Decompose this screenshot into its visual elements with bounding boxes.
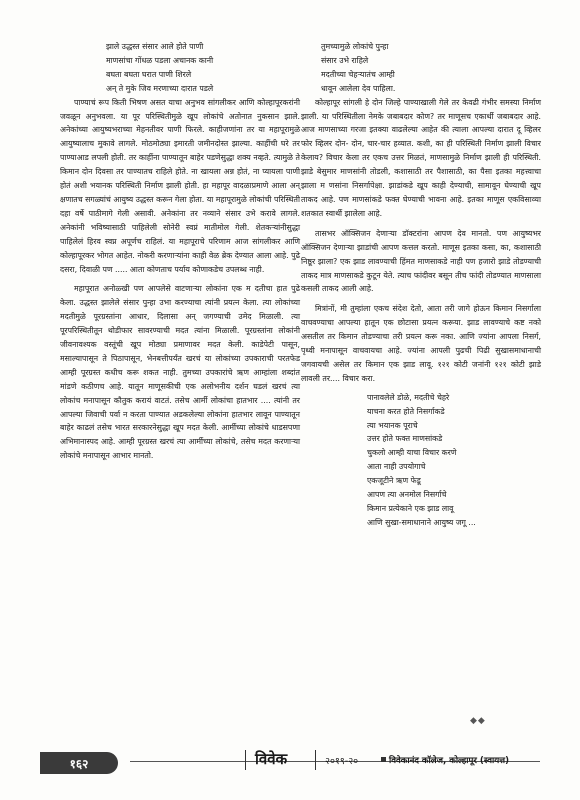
footer-college-name: विवेकानंद कॉलेज, कोल्हापूर (स्वायत्त) bbox=[389, 756, 510, 766]
poem-line: संसार उभे राहिले bbox=[321, 55, 369, 65]
poem-line: त्या भयानक पूराचे bbox=[367, 420, 418, 430]
body-paragraph: मित्रांनों, मी तुम्हांला एकच संदेश देतो, आता तरी जागे होऊन किमान निसर्गाला वाचवण्याचा आपल्या हातून एक छोटासा प्रयत्न करूया. झाड लावण्याचे कष्ट नको असतील तर किमान तोडण्याचा तरी प्रयत्न करू नका. आणि ज्यांना आपला निसर्ग, पृथ्वी मनापासून वाचवायचा आहे. ज्यांना आपली पुढची पिढी सुखासमाधानाची जगवायची असेल तर किमान एक झाड लावू. १२१ कोटी जनांनी १२१ कोटी झाडे लावली तर.... विचार करा. bbox=[301, 304, 541, 383]
magazine-logo: विवेक bbox=[255, 750, 288, 768]
poem-line: किमान प्रत्येकाने एक झाड लावू bbox=[367, 504, 454, 513]
body-paragraph: कोल्हापूर सांगली हे दोन जिल्हे पाण्याखाली गेले तर केवढी गंभीर समस्या निर्माण झाली. या परिस्थितीला नेमके जबाबदार कोण? तर माणूसच एकार्थी जबाबदार आहे. आज माणसाच्या गरजा इतक्या वाढलेल्या आहेत की त्याला आपल्या दारात दू व्हिलर फोर व्हिलर दोन- दोन, चार-चार हव्यात. कशी, का ही परिस्थिती निर्माण झाली विचार केलाय? विचार केला तर एकच उत्तर मिळतं, माणसामुळे निर्माण झाली ही परिस्थिती. झाडे बेसुमार माणसांनी तोडली, कशासाठी तर पैशासाठी, का पैसा इतका महत्त्वाचा झाला म णसांना निसर्गापेक्षा. झाडांकडे खूप काही देण्याची, सामावून घेण्याची खूप ताकद आहे. पण माणसांकडे फक्त घेण्याची भावना आहे. इतका माणूस एकविसाव्या शतकात स्वार्थी झालेला आहे. bbox=[301, 97, 541, 218]
end-ornament-icon: ◆◆ bbox=[470, 716, 486, 726]
body-paragraph: महापूरात अनोळ्खी पण आपलेसे वाटणाऱ्या लोकांना एक म दतीचा हात पुढे केला. उद्धस्त झालेले संसार पुन्हा उभा करण्याचा त्यांनी प्रयत्न केला. त्या लोकांच्या मदतीमुळे पूरग्रस्तांना आधार, दिलासा अन् जगण्याची उमेद मिळाली. त्या पूरपरिस्थितीतून थोडीफार सावरण्याची मदत त्यांना मिळाली. पूरग्रस्तांना लोकांनी जीवनावश्यक वस्तूंची खूप मोठ्या प्रमाणावर मदत केली. काडेपेटी पासून, मसाल्यापासून ते पिठापासून, भेनबत्तीपर्यंत खरचं या लोकांच्या उपकाराची परतफेड आम्ही पूरग्रस्त कधीच करू शकत नाही. तुमच्या उपकारांचे ऋण आम्हांला शब्दांत मांडणे कठीणच आहे. यातून माणूसकीची एक अलोभनीय दर्शन घडलं खरचं त्या लोकांच मनापासून कौतुक करायं वाटतं. तसेच आर्मी लोकांचा हातभार .... त्यांनी तर आपल्या जिवाची पर्वा न करता पाण्यात अडकलेल्या लोकांना हातभार लावून पाण्यातून बाहेर काढलं तसेच भारत सरकारनेसुद्धा खूप मदत केली. आर्मीच्या लोकांचे धाडसपणा अभिमानास्पद आहे. आम्ही पूरग्रस्त खरचं त्या आर्मीच्या लोकांचे, तसेच मदत करणाऱ्या लोकांचे मनापासून आभार मानतो. bbox=[60, 284, 300, 461]
poem-stanza-top-right bbox=[321, 40, 541, 96]
bullet-square-icon bbox=[381, 757, 386, 762]
footer-divider bbox=[315, 750, 316, 770]
poem-line: आता नाही उपयोगाचे bbox=[367, 462, 426, 472]
poem-line: पानावलेले डोळे, मदतीचे चेहरे bbox=[367, 392, 450, 402]
poem-line: अन् ते मुके जिव मरणाच्या दारात पडले bbox=[106, 83, 214, 93]
poem-line: उत्तर होते फक्त माणसांकडे bbox=[367, 434, 443, 444]
footer-year: २०१९-२० bbox=[325, 756, 359, 767]
poem-line: झाले उद्धस्त संसार आले होते पाणी bbox=[106, 42, 204, 51]
poem-stanza-top-left bbox=[106, 40, 300, 96]
poem-line: बघता बघता घरात पाणी शिरले bbox=[106, 69, 192, 79]
poem-line: धावून आलेला देव पाहिला. bbox=[321, 83, 396, 93]
left-column bbox=[60, 40, 300, 463]
poem-line: एकजूटीने ऋण फेडू bbox=[367, 476, 421, 486]
poem-line: चुकलो आम्ही याचा विचार करणे bbox=[367, 448, 457, 458]
poem-line: तुमच्यामुळे लोकांचे पुन्हा bbox=[321, 42, 389, 51]
poem-line: आपण त्या अनमोल निसर्गाचे bbox=[367, 490, 447, 500]
footer-divider bbox=[245, 750, 246, 770]
poem-line: आणि सुखा-समाधानाने आयुष्य जगू ... bbox=[367, 517, 476, 527]
body-paragraph: तासभर ऑक्सिजन देणाऱ्या डॉक्टरांना आपण देव मानतो. पण आयुष्यभर ऑक्सिजन देणाऱ्या झाडांची आपण कत्तल करतो. माणूस इतका कसा, का, कशासाठी निष्ठूर झाला? एक झाड लावण्याची हिंमत माणसाकडे नाही पण हजारो झाडे तोडण्याची ताकद मात्र माणसाकडे कुटून येते. त्याच फांदीवर बसून तीच फांदी तोडण्यात माणसाला कसली ताकद आली आहे. bbox=[301, 228, 541, 294]
page-footer bbox=[0, 740, 580, 800]
poem-line: याचना करत होते निसर्गाकडे bbox=[367, 406, 445, 416]
body-paragraph: पाण्याचं रूप किती भिषण असत याचा अनुभव सांगलीकर आणि कोल्हापूरकरांनी जवळून अनुभवला. या पूर परिस्थितीमुळे खूप लोकांचे अतोनात नुकसान झाले. अनेकांच्या आयुष्यभराच्या मेहनतीवर पाणी फिरले. काहीजणांना तर या महापूरामुळे आयुष्यालाच मुकावे लागले. मोठमोठ्या इमारती जमीनदोस्त झाल्या. काहींची घरे तर पाण्याआड लपली होती. तर काहींना पाण्यातून बाहेर पडणेसुद्धा शक्य नव्हते. त्यामुळे ते किमान दोन दिवसा तर पाण्यातच राहिले होते. ना खायला अन्न होतं, ना प्यायला पाणी होतं अशी भयानक परिस्थिती निर्माण झाली होती. हा महापूर वादळाप्रमाणे आला अन् क्षणातच सगळ्यांचं आयुष्य उद्धस्त करून गेला होता. या महापूरामुळे लोकांची परिस्थिती दहा वर्षे पाठीमागे गेली असावी. अनेकांना तर नव्याने संसार उभे करावे लागले. अनेकांनी भविष्यासाठी पाहिलेली सोनेरी स्वप्नं मातीमोल गेली. शेतकऱ्यांनीसुद्धा पाहिलेलं हिरव स्वप्न अपूर्णच राहिलं. या महापूराचे परिणाम आज सांगलीकर आणि कोल्हापूरकर भोगत आहेत. नोकरी करणाऱ्यांना काही वेळ ब्रेक देण्यात आला आहे. पुढे दसरा, दिवाळी पण ..... आता कोणताच पर्याय कोणाकडेच उपलब्ध नाही. bbox=[60, 97, 300, 274]
poem-line: माणसांचा गोंधळ पडला अचानक कानी bbox=[106, 55, 214, 65]
page-number: १६२ bbox=[40, 752, 118, 774]
poem-line: मदतीच्या चेहऱ्यातंच आम्ही bbox=[321, 69, 395, 79]
right-column bbox=[301, 40, 541, 530]
poem-stanza-bottom bbox=[367, 391, 541, 530]
